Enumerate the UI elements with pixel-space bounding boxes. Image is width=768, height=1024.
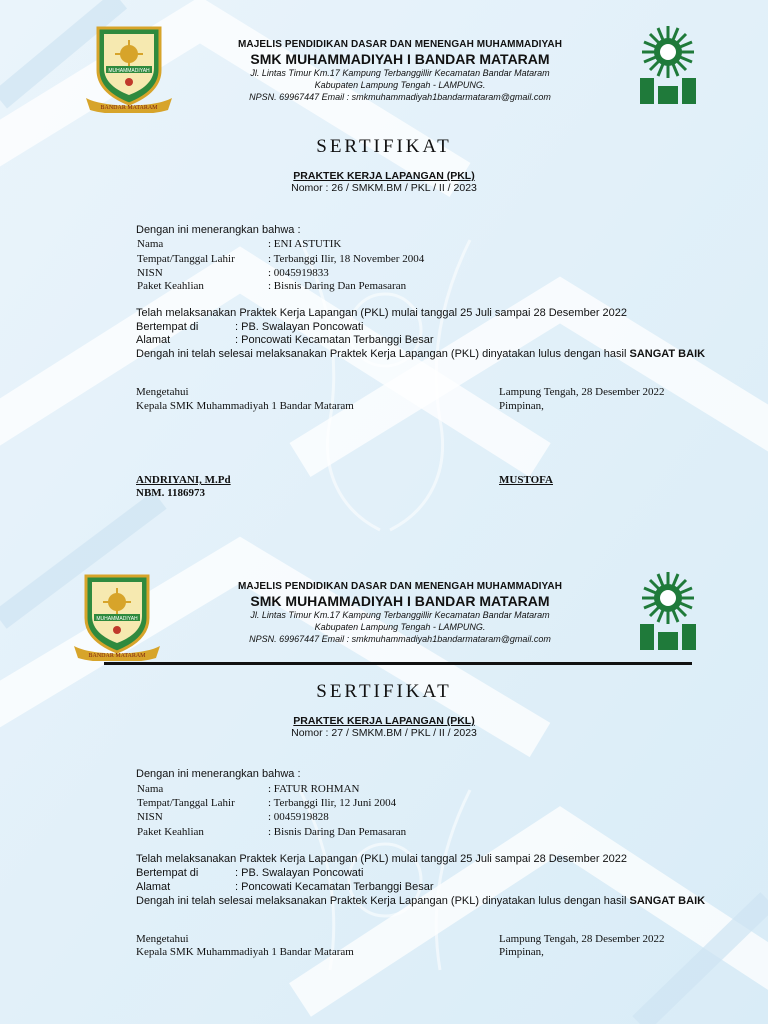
left-sig-line2: Kepala SMK Muhammadiyah 1 Bandar Mataram (136, 400, 354, 412)
intro-text: Dengan ini menerangkan bahwa : (136, 768, 301, 780)
certificate-subtitle (0, 170, 768, 194)
value-paket: : Bisnis Daring Dan Pemasaran (268, 826, 407, 838)
value-paket: : Bisnis Daring Dan Pemasaran (268, 280, 407, 292)
label-ttl: Tempat/Tanggal Lahir (137, 797, 235, 809)
place-value: : PB. Swalayan Poncowati (235, 867, 364, 879)
logo-text-top: MUHAMMADIYAH (108, 68, 150, 74)
left-sig-line1: Mengetahui (136, 933, 189, 945)
header-divider (104, 662, 692, 665)
letterhead (230, 39, 570, 103)
address-value: : Poncowati Kecamatan Terbanggi Besar (235, 334, 434, 346)
label-nisn: NISN (137, 267, 163, 279)
label-nama: Nama (137, 783, 164, 795)
right-sig-line2: Pimpinan, (499, 400, 544, 412)
label-nama: Nama (137, 238, 164, 250)
address-label: Alamat (136, 881, 171, 893)
value-nisn: : 0045919828 (268, 811, 329, 823)
address-value: : Poncowati Kecamatan Terbanggi Besar (235, 881, 434, 893)
left-sig-line2: Kepala SMK Muhammadiyah 1 Bandar Mataram (136, 946, 354, 958)
right-sig-line1: Lampung Tengah, 28 Desember 2022 (499, 386, 665, 398)
pkl-heading: PRAKTEK KERJA LAPANGAN (PKL) (293, 715, 475, 727)
certificate-2 (0, 560, 768, 1024)
right-signatory-name: MUSTOFA (499, 474, 553, 486)
certificate-number: Nomor : 26 / SMKM.BM / PKL / II / 2023 (291, 182, 477, 194)
right-sig-line2: Pimpinan, (499, 946, 544, 958)
result-text: Dengah ini telah selesai melaksanakan Praktek Kerja Lapangan (PKL) dinyatakan lulus dengan hasil (136, 895, 627, 907)
completion-text: Telah melaksanakan Praktek Kerja Lapangan (PKL) mulai tanggal 25 Juli sampai 28 Desember 2022 (136, 853, 628, 865)
value-nama: : FATUR ROHMAN (268, 783, 360, 795)
logo-text-top: MUHAMMADIYAH (96, 616, 138, 622)
completion-text: Telah melaksanakan Praktek Kerja Lapangan (PKL) mulai tanggal 25 Juli sampai 28 Desember 2022 (136, 307, 628, 319)
label-ttl: Tempat/Tanggal Lahir (137, 253, 235, 265)
org-name: MAJELIS PENDIDIKAN DASAR DAN MENENGAH MUHAMMADIYAH (237, 39, 563, 50)
place-value: : PB. Swalayan Poncowati (235, 321, 364, 333)
muhammadiyah-logo (636, 24, 700, 106)
result-grade: SANGAT BAIK (629, 348, 706, 360)
left-sig-line1: Mengetahui (136, 386, 189, 398)
address-line-2: Kabupaten Lampung Tengah - LAMPUNG. (314, 80, 486, 90)
result-line (136, 895, 705, 907)
label-paket: Paket Keahlian (137, 280, 204, 292)
value-ttl: : Terbanggi Ilir, 18 November 2004 (268, 253, 425, 265)
school-name: SMK MUHAMMADIYAH I BANDAR MATARAM (250, 593, 550, 609)
certificate-subtitle (0, 715, 768, 739)
result-line (136, 348, 705, 360)
label-paket: Paket Keahlian (137, 826, 204, 838)
letterhead (230, 581, 570, 645)
place-label: Bertempat di (136, 321, 199, 333)
contact-line: NPSN. 69967447 Email : smkmuhammadiyah1bandarmataram@gmail.com (249, 92, 551, 102)
address-line-1: Jl. Lintas Timur Km.17 Kampung Terbanggillir Kecamatan Bandar Mataram (250, 610, 550, 620)
right-sig-line1: Lampung Tengah, 28 Desember 2022 (499, 933, 665, 945)
school-name: SMK MUHAMMADIYAH I BANDAR MATARAM (250, 51, 550, 67)
label-nisn: NISN (137, 811, 163, 823)
logo-text-bottom: BANDAR MATARAM (100, 105, 158, 111)
value-ttl: : Terbanggi Ilir, 12 Juni 2004 (268, 797, 397, 809)
intro-text: Dengan ini menerangkan bahwa : (136, 224, 301, 236)
certificate-number: Nomor : 27 / SMKM.BM / PKL / II / 2023 (291, 727, 477, 739)
address-line-2: Kabupaten Lampung Tengah - LAMPUNG. (314, 622, 486, 632)
pkl-heading: PRAKTEK KERJA LAPANGAN (PKL) (293, 170, 475, 182)
place-label: Bertempat di (136, 867, 199, 879)
certificate-title: SERTIFIKAT (316, 681, 452, 702)
value-nama: : ENI ASTUTIK (268, 238, 342, 250)
result-text: Dengah ini telah selesai melaksanakan Praktek Kerja Lapangan (PKL) dinyatakan lulus dengan hasil (136, 348, 627, 360)
org-name: MAJELIS PENDIDIKAN DASAR DAN MENENGAH MUHAMMADIYAH (237, 581, 563, 592)
address-line-1: Jl. Lintas Timur Km.17 Kampung Terbanggillir Kecamatan Bandar Mataram (250, 68, 550, 78)
certificate-title: SERTIFIKAT (316, 136, 452, 157)
school-logo (72, 566, 162, 661)
value-nisn: : 0045919833 (268, 267, 329, 279)
address-label: Alamat (136, 334, 171, 346)
contact-line: NPSN. 69967447 Email : smkmuhammadiyah1bandarmataram@gmail.com (249, 634, 551, 644)
school-logo (84, 18, 174, 113)
result-grade: SANGAT BAIK (629, 895, 706, 907)
logo-text-bottom: BANDAR MATARAM (88, 653, 146, 659)
left-signatory-nbm: NBM. 1186973 (136, 487, 206, 499)
muhammadiyah-logo (636, 570, 700, 652)
left-signatory-name: ANDRIYANI, M.Pd (136, 474, 231, 486)
